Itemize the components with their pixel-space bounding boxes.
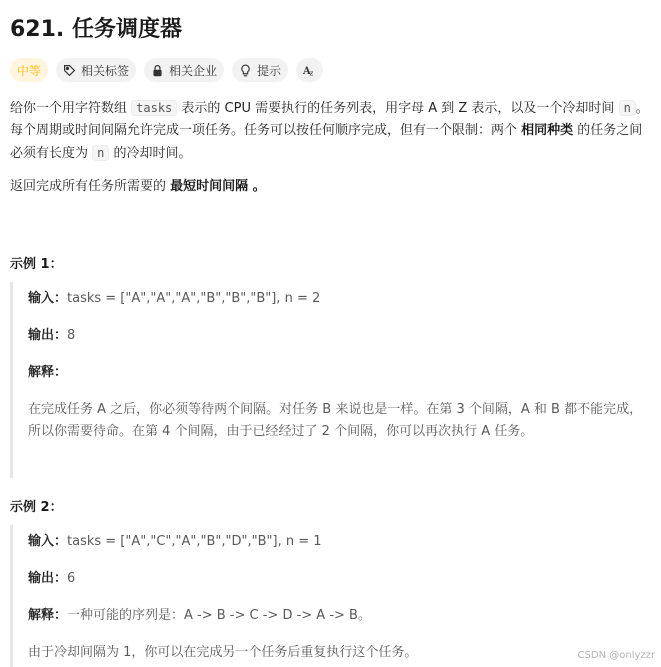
desc-text: 的任务之间必须有长度为 <box>10 123 643 161</box>
hint-button[interactable] <box>232 58 288 82</box>
translate-icon <box>303 64 316 77</box>
inline-code-n: n <box>619 100 636 116</box>
problem-description <box>10 97 655 165</box>
goal-bold: 最短时间间隔 <box>170 179 249 194</box>
related-companies-button[interactable] <box>144 58 224 82</box>
example-2-input <box>28 531 653 553</box>
example-2-output <box>28 568 653 590</box>
output-label: 输出： <box>28 328 68 343</box>
example-2-explanation-2: 由于冷却间隔为 1，你可以在完成另一个任务后重复执行这个任务。 <box>28 645 418 660</box>
example-1-quote-bar <box>10 282 13 478</box>
example-2-heading: 示例 2： <box>10 500 63 515</box>
inline-code-tasks: tasks <box>131 100 177 116</box>
desc-text: 表示的 CPU 需要执行的任务列表，用字母 A 到 Z 表示，以及一个冷却时间 <box>177 101 619 116</box>
tag-icon <box>63 64 76 77</box>
output-value: 8 <box>67 328 76 343</box>
example-2-quote-bar <box>10 525 13 667</box>
problem-title: 621. 任务调度器 <box>10 17 182 42</box>
goal-text: 。 <box>248 179 266 194</box>
related-tags-label: 相关标签 <box>81 63 130 78</box>
problem-goal <box>10 176 655 198</box>
watermark: CSDN @onlyzzr <box>577 650 655 661</box>
related-tags-button[interactable] <box>56 58 136 82</box>
explain-label: 解释： <box>28 608 68 623</box>
difficulty-badge: 中等 <box>10 58 48 82</box>
example-1-explanation: 在完成任务 A 之后，你必须等待两个间隔。对任务 B 来说也是一样。在第 3 个间隔，A 和 B 都不能完成，所以你需要待命。在第 4 个间隔，由于已经经过了 2 个间隔，你可以再次执行 A 任务。 <box>28 402 643 439</box>
example-1-heading: 示例 1： <box>10 257 63 272</box>
hint-label: 提示 <box>257 63 282 78</box>
explain-value: 一种可能的序列是：A -> B -> C -> D -> A -> B。 <box>67 608 371 623</box>
desc-text: 的冷却时间。 <box>109 146 192 161</box>
translate-button[interactable] <box>296 58 323 82</box>
example-1-explain-label <box>28 362 653 384</box>
example-2-explanation <box>28 605 653 627</box>
desc-text: 。每个周期或时间间隔允许完成一项任务。任务可以按任何顺序完成，但有一个限制：两个 <box>10 101 649 138</box>
inline-code-n: n <box>92 145 109 161</box>
goal-text: 返回完成所有任务所需要的 <box>10 179 171 194</box>
input-label: 输入： <box>28 291 68 306</box>
svg-text:A: A <box>303 65 311 77</box>
input-label: 输入： <box>28 534 68 549</box>
lightbulb-icon <box>239 64 252 77</box>
output-label: 输出： <box>28 571 68 586</box>
related-companies-label: 相关企业 <box>169 63 218 78</box>
input-value: tasks = ["A","A","A","B","B","B"], n = 2 <box>67 291 321 306</box>
lock-icon <box>151 64 164 77</box>
example-1-input <box>28 288 653 310</box>
output-value: 6 <box>67 571 76 586</box>
tag-bar <box>10 58 323 82</box>
desc-bold: 相同种类 <box>521 123 574 138</box>
desc-text: 给你一个用字符数组 <box>10 101 132 116</box>
example-1-output <box>28 325 653 347</box>
explain-label: 解释： <box>28 365 68 380</box>
svg-text:z: z <box>309 67 314 77</box>
input-value: tasks = ["A","C","A","B","D","B"], n = 1 <box>67 534 322 549</box>
